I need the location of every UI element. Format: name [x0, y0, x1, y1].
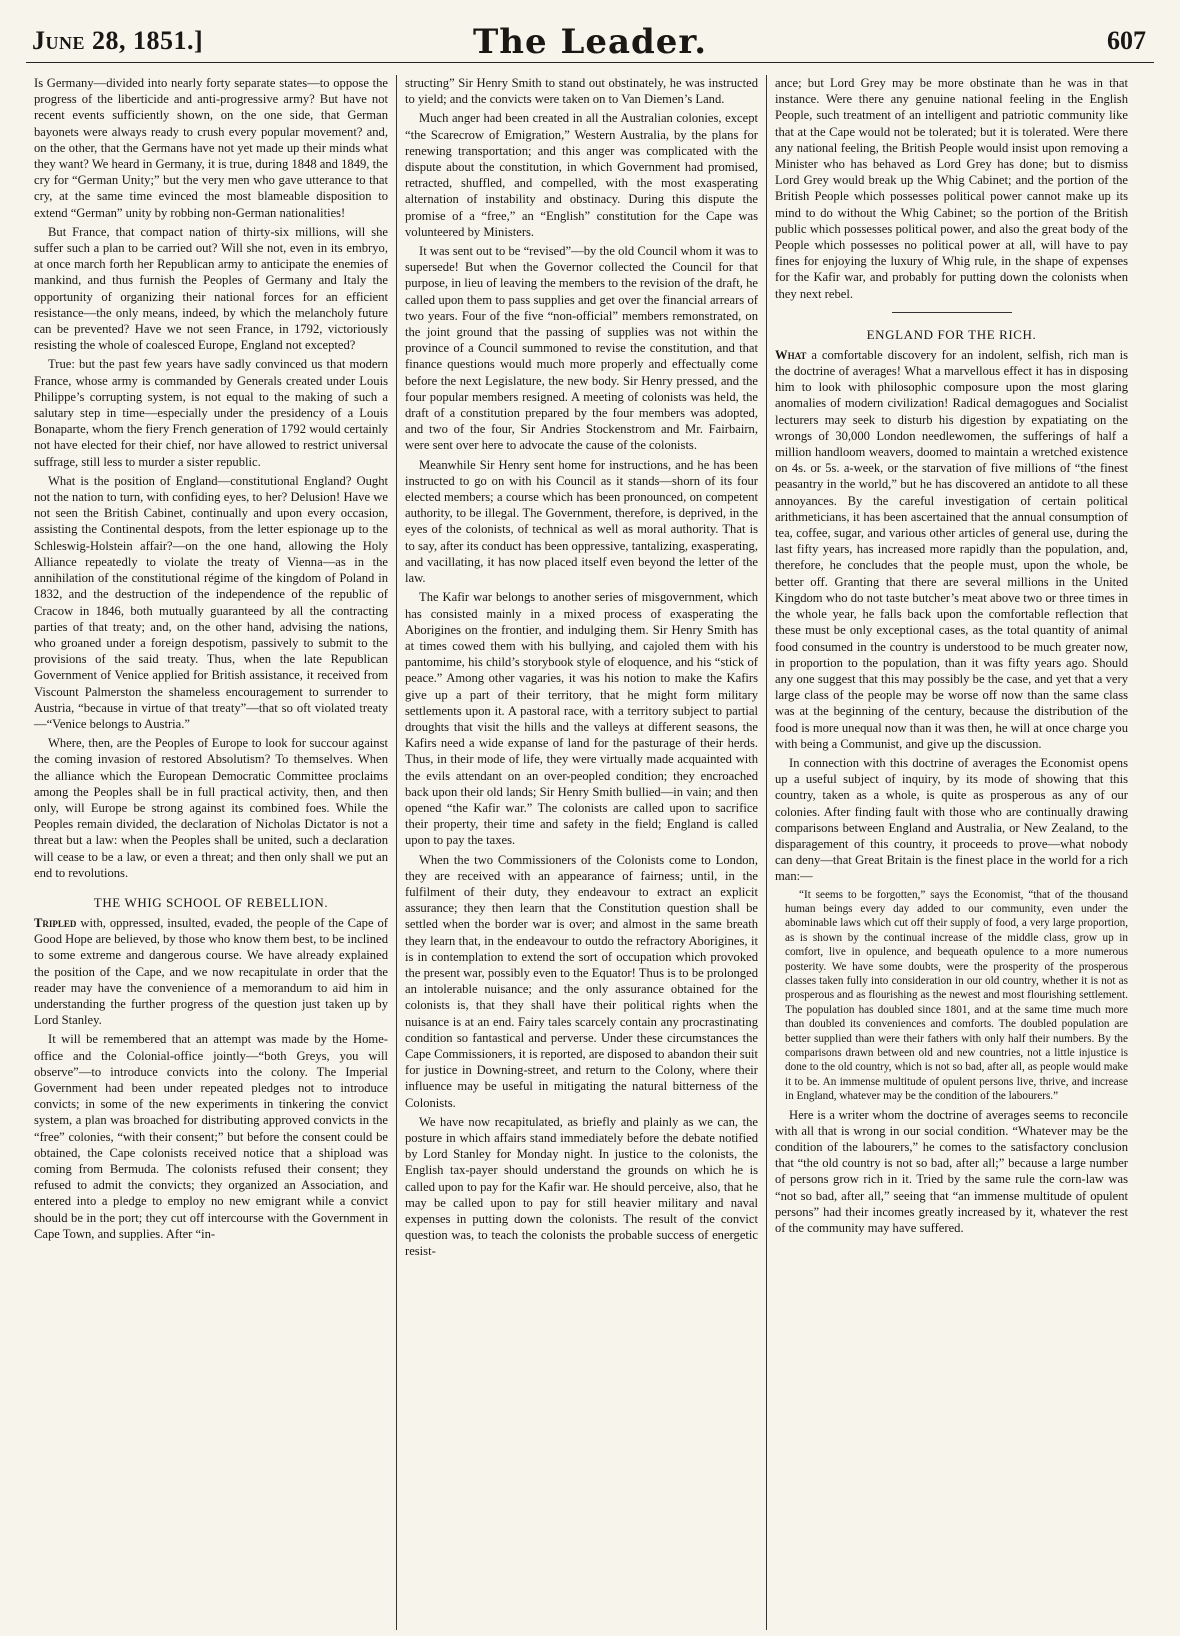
- paragraph: [775, 347, 1128, 752]
- paragraph: But France, that compact nation of thirty-six millions, will she suffer such a plan to be carried out? Will she not, even in its embryo, at once march forth her Republican army to anticipate the enemies of mankind, and thus furnish the Peoples of Germany and Italy the opportunity of organizing their national forces for an efficient resistance—the only means, indeed, by which the melancholy future can be prevented? Have we not seen France, in 1792, victoriously resisting the whole of coalesced Europe, England not excepted?: [34, 224, 388, 353]
- paragraph: Where, then, are the Peoples of Europe to look for succour against the coming invasion of restored Absolutism? To themselves. When the alliance which the European Democratic Committee proclaims among the Peoples shall be in full practical activity, then, and then only, will Europe be strong against its combined foes. While the Peoples remain divided, the declaration of Nicholas Dictator is not a threat but a law: when the Peoples shall be united, such a declaration will cease to be a law, or even a threat; and then only shall we put an end to revolutions.: [34, 736, 388, 880]
- paragraph: The Kafir war belongs to another series of misgovernment, which has consisted mainly in a mixed process of exasperating the Aborigines on the frontier, and indulging them. Sir Henry Smith has at times cowed them with his bullying, and cajoled them with his pantomime, his child’s storybook style of eloquence, and his “stick of peace.” Among other vagaries, it was his notion to make the Kafirs give up a part of their territory, that he might form military settlements upon it. A pastoral race, with a territory subject to partial droughts that visit the hills and the valleys at different seasons, the Kafirs need a wide expanse of land for the pasturage of their herds. Thus, in their mode of life, they were virtually made acquainted with the evils attendant on an over-peopled condition; they encroached back upon their old lands; Sir Henry Smith bullied—in vain; and then opened “the Kafir war.” The colonists are called upon to sacrifice their property, their time and safety in the field; England is called upon to pay the taxes.: [405, 590, 758, 848]
- paragraph: In connection with this doctrine of averages the Economist opens up a useful subject of inquiry, by its mode of showing that this country, taken as a whole, is quite as prosperous as any of our colonies. After finding fault with those who are continually drawing comparisons between England and Australia, or New Zealand, to the disparagement of this country, it proceeds to prove—what nobody can deny—that Great Britain is the finest place in the world for a rich man:—: [775, 755, 1128, 884]
- paragraph: Meanwhile Sir Henry sent home for instructions, and he has been instructed to go on with his Council as it stands—shorn of its four elected members; a course which has been pronounced, on competent authority, to be illegal. The Government, therefore, is deprived, in the eyes of the colonists, of technical as well as moral authority. That is to say, after its conduct has been oppressive, tantalizing, exasperating, and vacillating, it has now placed itself even beyond the letter of the law.: [405, 457, 758, 586]
- paragraph: It will be remembered that an attempt was made by the Home-office and the Colonial-office jointly—“both Greys, you will observe”—to introduce convicts into the colony. The Imperial Government had been under repeated pledges not to introduce convicts; in some of the new experiments in tinkering the convict system, a plan was broached for distributing approved convicts in the “free” colonies, “with their consent;” but before the consent could be obtained, the Cape colonists received notice that a shipload was coming from Bermuda. The colonists refused their consent; they refused to admit the convicts; they organized an Association, and entered into a pledge to employ no new emigrant while a convict should be in the port; they cut off intercourse with the Government in Cape Town, and supplies. After “in-: [34, 1032, 388, 1241]
- paragraph: Here is a writer whom the doctrine of averages seems to reconcile with all that is wrong in our social condition. “Whatever may be the condition of the labourers,” he comes to the satisfactory conclusion that “the old country is not so bad, after all;” because a large number of persons grow rich in it. Tried by the same rule the corn-law was “not so bad, after all,” seeing that “an immense multitude of opulent persons” had their incomes greatly increased by it, whatever the rest of the community may have suffered.: [775, 1107, 1128, 1236]
- paragraph: True: but the past few years have sadly convinced us that modern France, whose army is commanded by Generals created under Louis Philippe’s corrupting system, is not equal to the making of such a salutary step in time—especially under the presidency of a Louis Bonaparte, whom the fiery French generation of 1792 would certainly not have elected for their chief, nor have allowed to restrict universal suffrage, still less to murder a sister republic.: [34, 357, 388, 469]
- article-columns: [26, 75, 1154, 1630]
- quotation: “It seems to be forgotten,” says the Economist, “that of the thousand human beings every day added to our community, even under the abominable laws which cut off their supply of food, a very large proportion, as is shown by the continual increase of the middle class, grow up in comfort, live in opulence, and bequeath opulence to a more numerous posterity. We have some doubts, were the prosperity of the prosperous classes taken fully into consideration in our old country, whether it is not as prosperous and as flourishing as the newest and most flourishing settlement. The population has doubled since 1801, and at the same time much more than doubled its conveniences and comforts. The doubled population are better supplied than were their fathers with only half their numbers. By the comparisons drawn between old and new countries, not a little injustice is done to the old country, which is not so bad, after all, as people would make it to be. An immense multitude of opulent persons live, thrive, and increase in England, whatever may be the condition of the labourers.”: [785, 888, 1128, 1103]
- column-3: [766, 75, 1136, 1630]
- section-divider: [892, 312, 1012, 313]
- paragraph: Much anger had been created in all the Australian colonies, except “the Scarecrow of Emigration,” Western Australia, by the plans for renewing transportation; and this anger was complicated with the dispute about the constitution, in which Government had promised, retracted, shuffled, and compelled, with the most exasperating alternation of instability and obstinacy. During this dispute the promise of a “free,” an “English” constitution for the Cape was volunteered by Ministers.: [405, 111, 758, 239]
- column-2: [396, 75, 766, 1630]
- paragraph-text: a comfortable discovery for an indolent, selfish, rich man is the doctrine of averages! What a marvellous effect it has in disposing him to look with philosophic composure upon the most glaring anomalies of modern civilization! Radical demagogues and Socialist lecturers may seek to disturb his digestion by expatiating on the wrongs of 30,000 London needlewomen, the sufferings of half a million handloom weavers, doomed to maintain a wretched existence on 4s. or 5s. a-week, or the starvation of five millions of “the finest peasantry in the world,” but he has discovered an antidote to all these annoyances. By the careful investigation of certain political arithmeticians, it has been ascertained that the annual consumption of tea, coffee, sugar, and various other articles of general use, during the last fifty years, has increased more rapidly than the population, and, therefore, he concludes that the people must, upon the whole, be better off. Granting that there are several millions in the United Kingdom who do not taste butcher’s meat above two or three times in the whole year, he falls back upon the comfortable reflection that these must be only exceptional cases, as the total quantity of animal food consumed in the country is understood to be much greater now, in proportion to the population, than it was fifty years ago. Should any one suggest that this may possibly be the case, and yet that a very large class of the people may be worse off now than the same class was at the beginning of the century, because the distribution of the food is more unequal now than it was then, he will at once charge you with being a Communist, and give up the discussion.: [775, 347, 1128, 751]
- paragraph: When the two Commissioners of the Colonists come to London, they are received with an appearance of fairness; until, in the fulfilment of their duty, they endeavour to extract an explicit assurance; they then learn that the Constitution question shall be settled when the border war is over; and almost in the same breath they learn that, in the endeavour to outdo the refractory Aborigines, it is in contemplation to extend the sort of occupation which provoked the present war, possibly even to the Equator! Thus is to be prolonged an intolerable nuisance; and the only assurance obtained for the colonists is, that they shall have their political rights when the nuisance is at an end. Fairy tales scarcely contain any procrastinating condition so fantastical and perverse. Under these circumstances the Cape Commissioners, it is reported, are disposed to abandon their suit for justice in Downing-street, and return to the Colony, where their influence may be useful in mitigating the natural bitterness of the Colonists.: [405, 852, 758, 1110]
- paragraph: [34, 915, 388, 1028]
- lead-word: Tripled: [34, 915, 77, 930]
- lead-word: What: [775, 347, 807, 362]
- masthead: [26, 22, 1154, 63]
- newspaper-title: The Leader.: [472, 22, 708, 62]
- issue-date: June 28, 1851.]: [32, 26, 204, 55]
- column-1: [26, 75, 396, 1630]
- page-number: 607: [1107, 26, 1146, 55]
- paragraph: We have now recapitulated, as briefly and plainly as we can, the posture in which affairs stand immediately before the debate notified by Lord Stanley for Monday night. In justice to the colonists, the English tax-payer should understand the grounds on which he is called upon to pay for the Kafir war. He should perceive, also, that he may be called upon to pay for still heavier military and naval expenses in putting down the colonists. The result of the convict question was, to teach the colonists the probable success of energetic resist-: [405, 1114, 758, 1259]
- article-heading-england-for-the-rich: ENGLAND FOR THE RICH.: [866, 326, 1037, 342]
- paragraph: It was sent out to be “revised”—by the old Council whom it was to supersede! But when the Governor collected the Council for that purpose, in lieu of leaving the members to the revision of the draft, he called upon them to pass supplies and get over the financial arrears of two years. Four of the five “non-official” members remonstrated, on the joint ground that the passing of supplies was not within the province of a Council summoned to revise the constitution, and that finance questions would much more properly and effectually come before the next Legislature, the new body. Sir Henry pressed, and the four popular members resigned. A meeting of colonists was held, the draft of a constitution prepared by the four members was adopted, and two of the four, Sir Andries Stockenstrom and Mr. Fairbairn, were sent over here to advocate the cause of the colonists.: [405, 244, 758, 453]
- paragraph: structing” Sir Henry Smith to stand out obstinately, he was instructed to yield; and the convicts were taken on to Van Diemen’s Land.: [405, 76, 758, 107]
- article-heading-whig-school: THE WHIG SCHOOL OF REBELLION.: [93, 894, 329, 910]
- paragraph: ance; but Lord Grey may be more obstinate than he was in that instance. Were there any genuine national feeling in the English People, such treatment of an intelligent and patriotic community like that at the Cape would not be tolerated; but it is tolerated. Were there any national feeling, the British People would insist upon removing a Minister who has behaved as Lord Grey has done; but to dismiss Lord Grey would break up the Whig Cabinet; and the portion of the British People which possesses political power cannot make up its mind to do without the Whig Cabinet; so the portion of the British public which possesses political power, and also the great body of the People which possesses no political power at all, will have to pay fines for enjoying the luxury of Whig rule, in the shape of expenses for the Kafir war, and probably for putting down the colonists when they next rebel.: [775, 76, 1128, 301]
- paragraph: What is the position of England—constitutional England? Ought not the nation to turn, with confiding eyes, to her? Delusion! Have we not seen the British Cabinet, continually and upon every occasion, assisting the Continental despots, from the letter espionage up to the Schleswig-Holstein affair?—on the one hand, allowing the Holy Alliance repeatedly to violate the treaty of Vienna—as in the annihilation of the constitutional régime of the kingdom of Poland in 1832, and the destruction of the independence of the republic of Cracow in 1846, both mutually guaranteed by all the contracting parties of that treaty; and, on the other hand, advising the nations, who groaned under a foreign despotism, passively to submit to the provisions of the said treaty. Thus, when the late Republican Government of Venice applied for British assistance, it received from Viscount Palmerston the shameless encouragement to surrender to Austria, “because in virtue of that treaty”—that so oft violated treaty—“Venice belongs to Austria.”: [34, 473, 388, 731]
- paragraph-text: with, oppressed, insulted, evaded, the people of the Cape of Good Hope are believed, by those who know them best, to be inclined to some extreme and dangerous course. We have already explained the position of the Cape, and we now recapitulate in order that the reader may have the convenience of a memorandum to aid him in understanding the further progress of the question just taken up by Lord Stanley.: [34, 915, 388, 1028]
- paragraph: Is Germany—divided into nearly forty separate states—to oppose the progress of the liberticide and anti-progressive army? But have not recent events sufficiently shown, on the one side, that German bayonets were always ready to crush every popular movement? and, on the other, that the Germans have not yet made up their minds what they want? We heard in Germany, it is true, during 1848 and 1849, the cry for “German Unity;” but the very men who gave utterance to that cry, at the same time evinced the most blameable disposition to extend “German” unity by robbing non-German nationalities!: [34, 76, 388, 220]
